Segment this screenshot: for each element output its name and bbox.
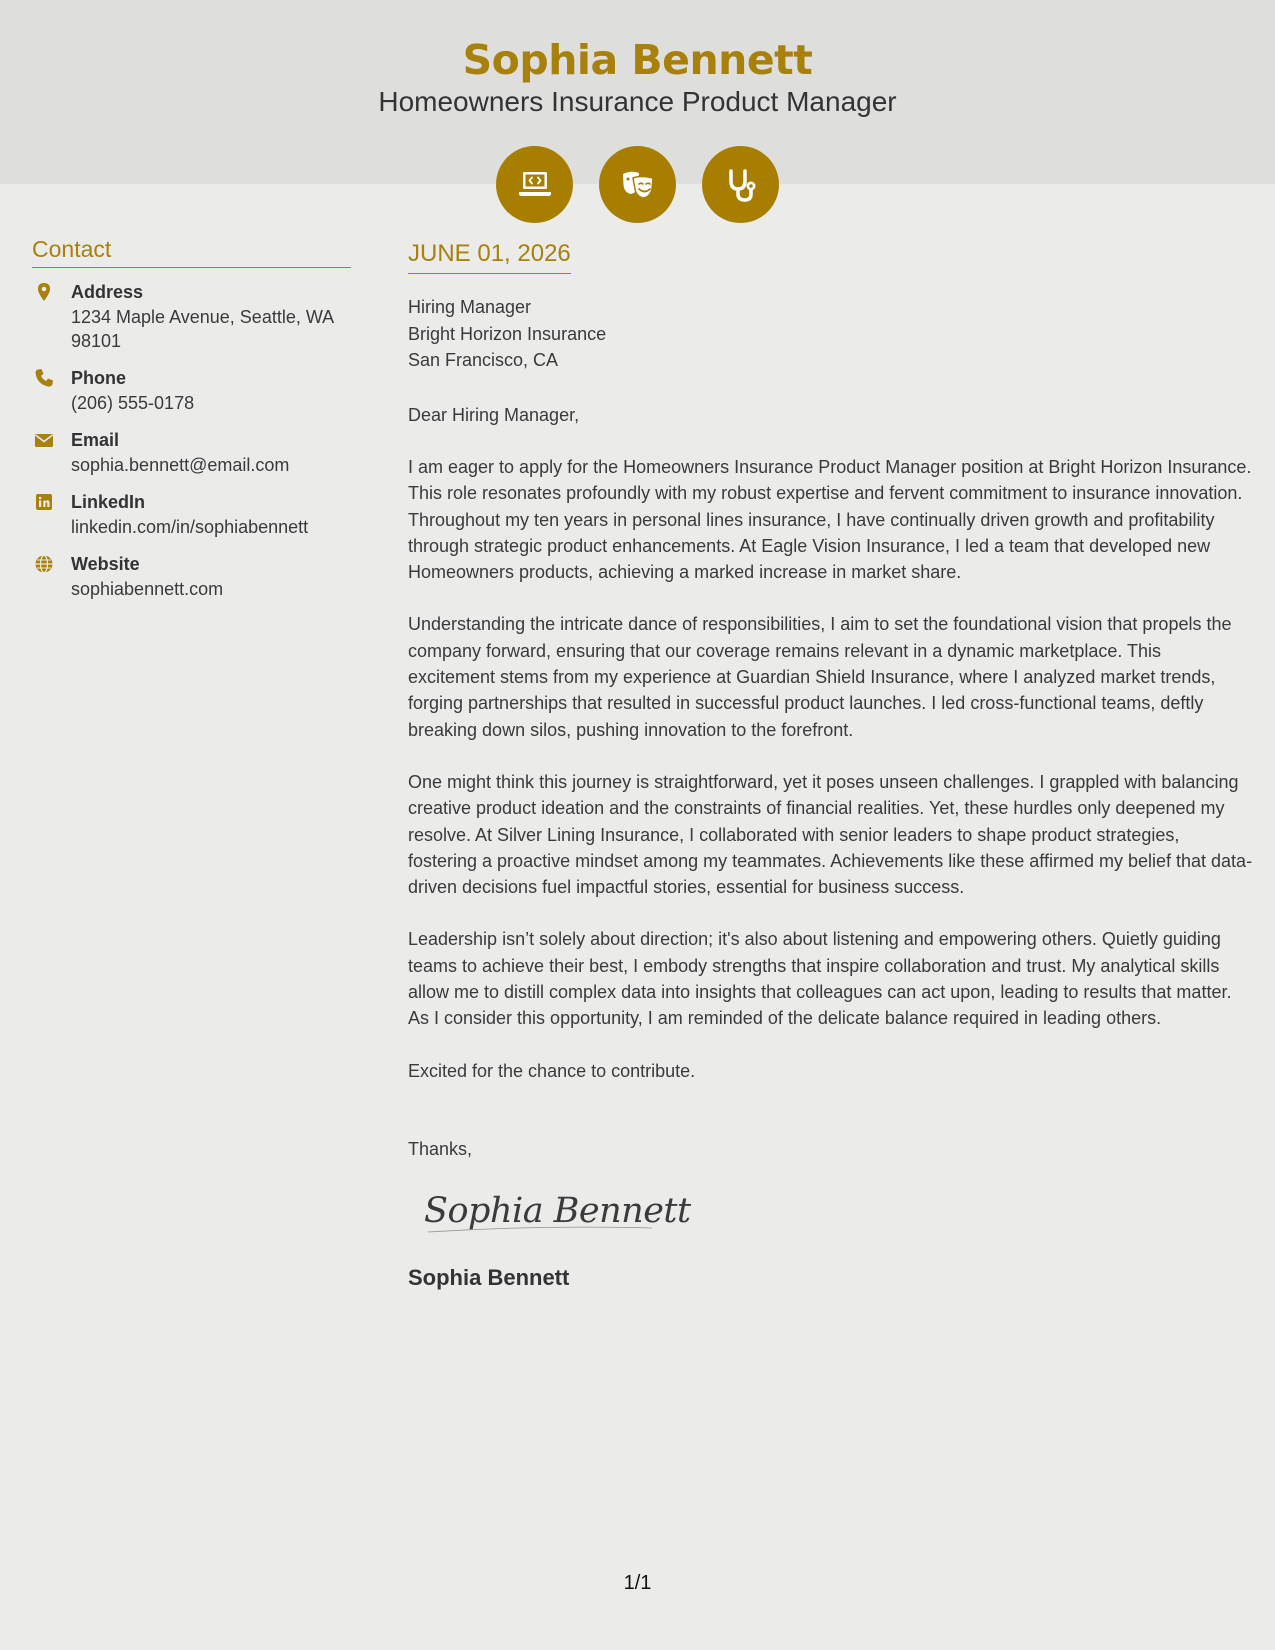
letter-paragraph: Understanding the intricate dance of responsibilities, I aim to set the foundational vision that propels the company forward, ensuring that our coverage remains relevant in a dynamic marketplace. This excitement stems from my experience at Guardian Shield Insurance, where I analyzed market trends, forging partnerships that resulted in successful product launches. I led cross-functional teams, deftly breaking down silos, pushing innovation to the forefront.: [408, 614, 1232, 740]
letter-paragraph: Leadership isn’t solely about direction; it's also about listening and empowering others. Quietly guiding teams to achieve their best, I embody strengths that inspire collaboration and trust. My analytical skills allow me to distill complex data into insights that colleagues can act upon, leading to results that matter. As I consider this opportunity, I am reminded of the delicate balance required in leading others.: [408, 929, 1232, 1029]
laptop-code-icon: [515, 165, 555, 205]
contact-value: (206) 555-0178: [71, 393, 195, 413]
recipient-line: Bright Horizon Insurance: [408, 323, 607, 344]
letter-body: [408, 240, 1253, 1291]
contact-label: Website: [71, 554, 140, 574]
stethoscope-icon: [721, 165, 761, 205]
signed-name: Sophia Bennett: [408, 1264, 570, 1290]
contact-item-website: [32, 552, 351, 601]
contact-value: 1234 Maple Avenue, Seattle, WA 98101: [71, 307, 334, 351]
contact-value: sophiabennett.com: [71, 579, 224, 599]
globe-icon: [32, 552, 71, 601]
contact-item-email: [32, 428, 351, 477]
recipient-line: San Francisco, CA: [408, 350, 559, 370]
contact-label: Phone: [71, 368, 127, 388]
recipient-line: Hiring Manager: [408, 297, 532, 317]
letter-date: JUNE 01, 2026: [408, 240, 571, 274]
stethoscope-badge: [702, 146, 779, 223]
contact-label: Email: [71, 430, 120, 450]
greeting: Dear Hiring Manager,: [408, 404, 580, 425]
phone-icon: [32, 366, 71, 415]
contact-item-phone: [32, 366, 351, 415]
contact-list: [32, 280, 351, 601]
contact-label: LinkedIn: [71, 492, 146, 512]
contact-item-address: [32, 280, 351, 353]
contact-value: sophia.bennett@email.com: [71, 455, 290, 475]
contact-label: Address: [71, 282, 144, 302]
job-title: Homeowners Insurance Product Manager: [378, 86, 897, 117]
contact-heading: Contact: [32, 236, 351, 268]
signature-image: [420, 1180, 691, 1240]
linkedin-icon: [32, 490, 71, 539]
applicant-name: Sophia Bennett: [462, 36, 813, 84]
map-pin-icon: [32, 280, 71, 353]
signoff: Thanks,: [408, 1138, 473, 1159]
page-number: 1/1: [623, 1572, 652, 1594]
laptop-code-badge: [496, 146, 573, 223]
theater-masks-badge: [599, 146, 676, 223]
contact-value: linkedin.com/in/sophiabennett: [71, 517, 309, 537]
contact-sidebar: [32, 236, 351, 614]
letter-paragraph: I am eager to apply for the Homeowners Insurance Product Manager position at Bright Horizon Insurance. This role resonates profoundly with my robust expertise and fervent commitment to insurance innovation. Throughout my ten years in personal lines insurance, I have continually driven growth and profitability through strategic product enhancements. At Eagle Vision Insurance, I led a team that developed new Homeowners products, achieving a marked increase in market share.: [408, 457, 1252, 583]
signature-text: Sophia Bennett: [424, 1190, 691, 1231]
closing-line: Excited for the chance to contribute.: [408, 1060, 696, 1081]
recipient-block: [408, 294, 1253, 374]
contact-item-linkedin: [32, 490, 351, 539]
letter-paragraph: One might think this journey is straightforward, yet it poses unseen challenges. I grappled with balancing creative product ideation and the constraints of financial realities. Yet, these hurdles only deepened my resolve. At Silver Lining Insurance, I collaborated with senior leaders to shape product strategies, fostering a proactive mindset among my teammates. Achievements like these affirmed my belief that data-driven decisions fuel impactful stories, essential for business success.: [408, 771, 1253, 898]
envelope-icon: [32, 428, 71, 477]
interest-badges: [496, 146, 779, 223]
theater-masks-icon: [618, 165, 658, 205]
